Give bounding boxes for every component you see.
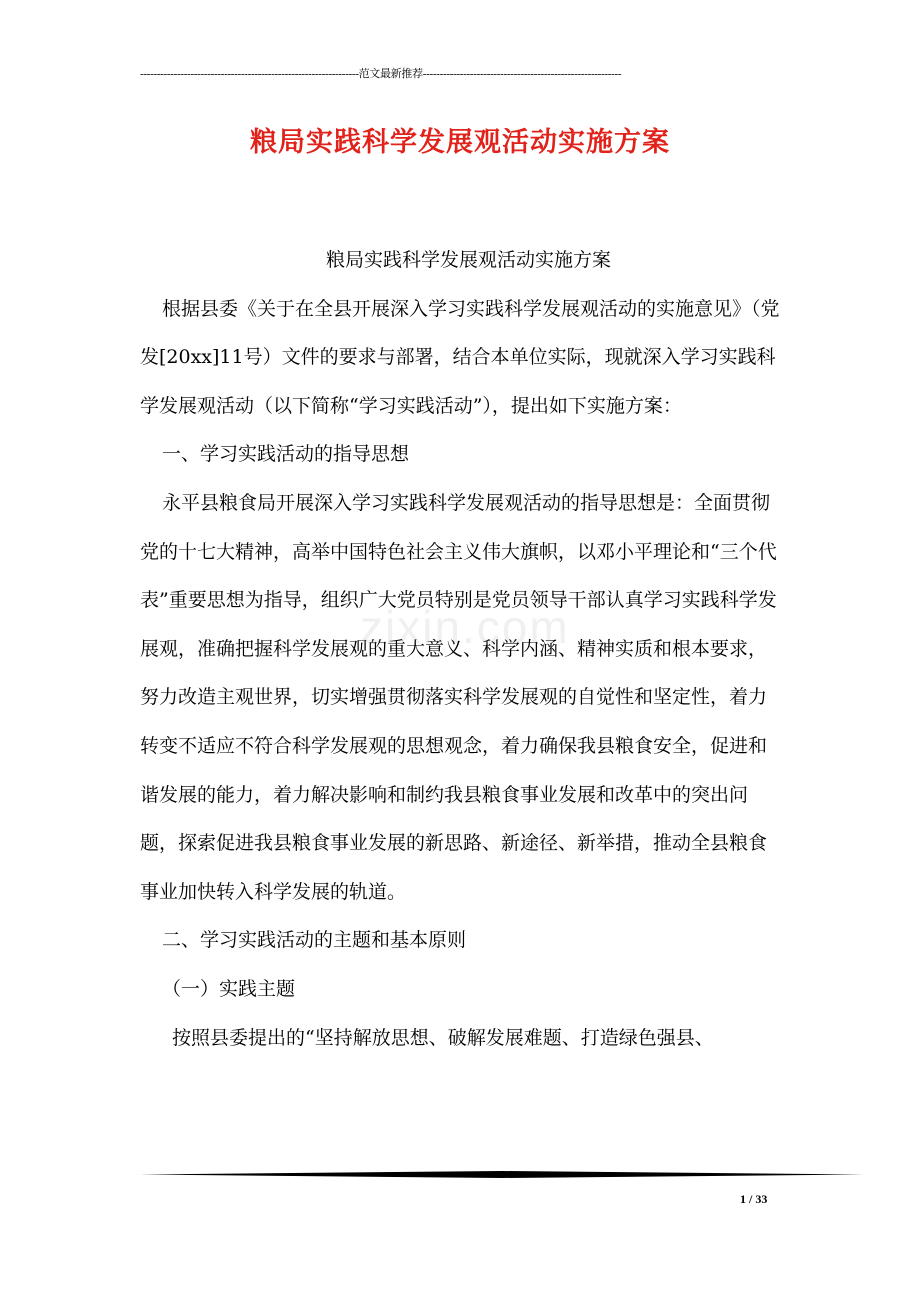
section-heading-2: 二、学习实践活动的主题和基本原则 (162, 929, 467, 952)
page-number: 1 / 33 (740, 1192, 768, 1206)
page-header-banner: -----------------------------------------------------------------范文最新推荐----------------------------------------------------------- (140, 68, 622, 80)
footer-divider (140, 1168, 864, 1182)
guiding-thought-paragraph: 永平县粮食局开展深入学习实践科学发展观活动的指导思想是：全面贯彻党的十七大精神，高举中国特色社会主义伟大旗帜，以邓小平理论和“三个代表”重要思想为指导，组织广大党员特别是党员领导干部认真学习实践科学发展观，准确把握科学发展观的重大意义、科学内涵、精神实质和根本要求，努力改造主观世界，切实增强贯彻落实科学发展观的自觉性和坚定性，着力转变不适应不符合科学发展观的思想观念，着力确保我县粮食安全，促进和谐发展的能力，着力解决影响和制约我县粮食事业发展和改革中的突出问题，探索促进我县粮食事业发展的新思路、新途径、新举措，推动全县粮食事业加快转入科学发展的轨道。 (140, 491, 777, 903)
body-subtitle: 粮局实践科学发展观活动实施方案 (325, 249, 611, 271)
intro-paragraph: 根据县委《关于在全县开展深入学习实践科学发展观活动的实施意见》（党发[20xx]11号）文件的要求与部署，结合本单位实际，现就深入学习实践科学发展观活动（以下简称“学习实践活动”），提出如下实施方案： (140, 297, 780, 417)
document-title: 粮局实践科学发展观活动实施方案 (250, 127, 670, 158)
practice-theme-paragraph: 按照县委提出的“坚持解放思想、破解发展难题、打造绿色强县、 (172, 1026, 714, 1049)
section-heading-1: 一、学习实践活动的指导思想 (162, 443, 410, 466)
subsection-heading-1: （一）实践主题 (162, 977, 296, 1000)
document-body (140, 236, 785, 1062)
watermark-logo: zixin.com (360, 601, 570, 653)
